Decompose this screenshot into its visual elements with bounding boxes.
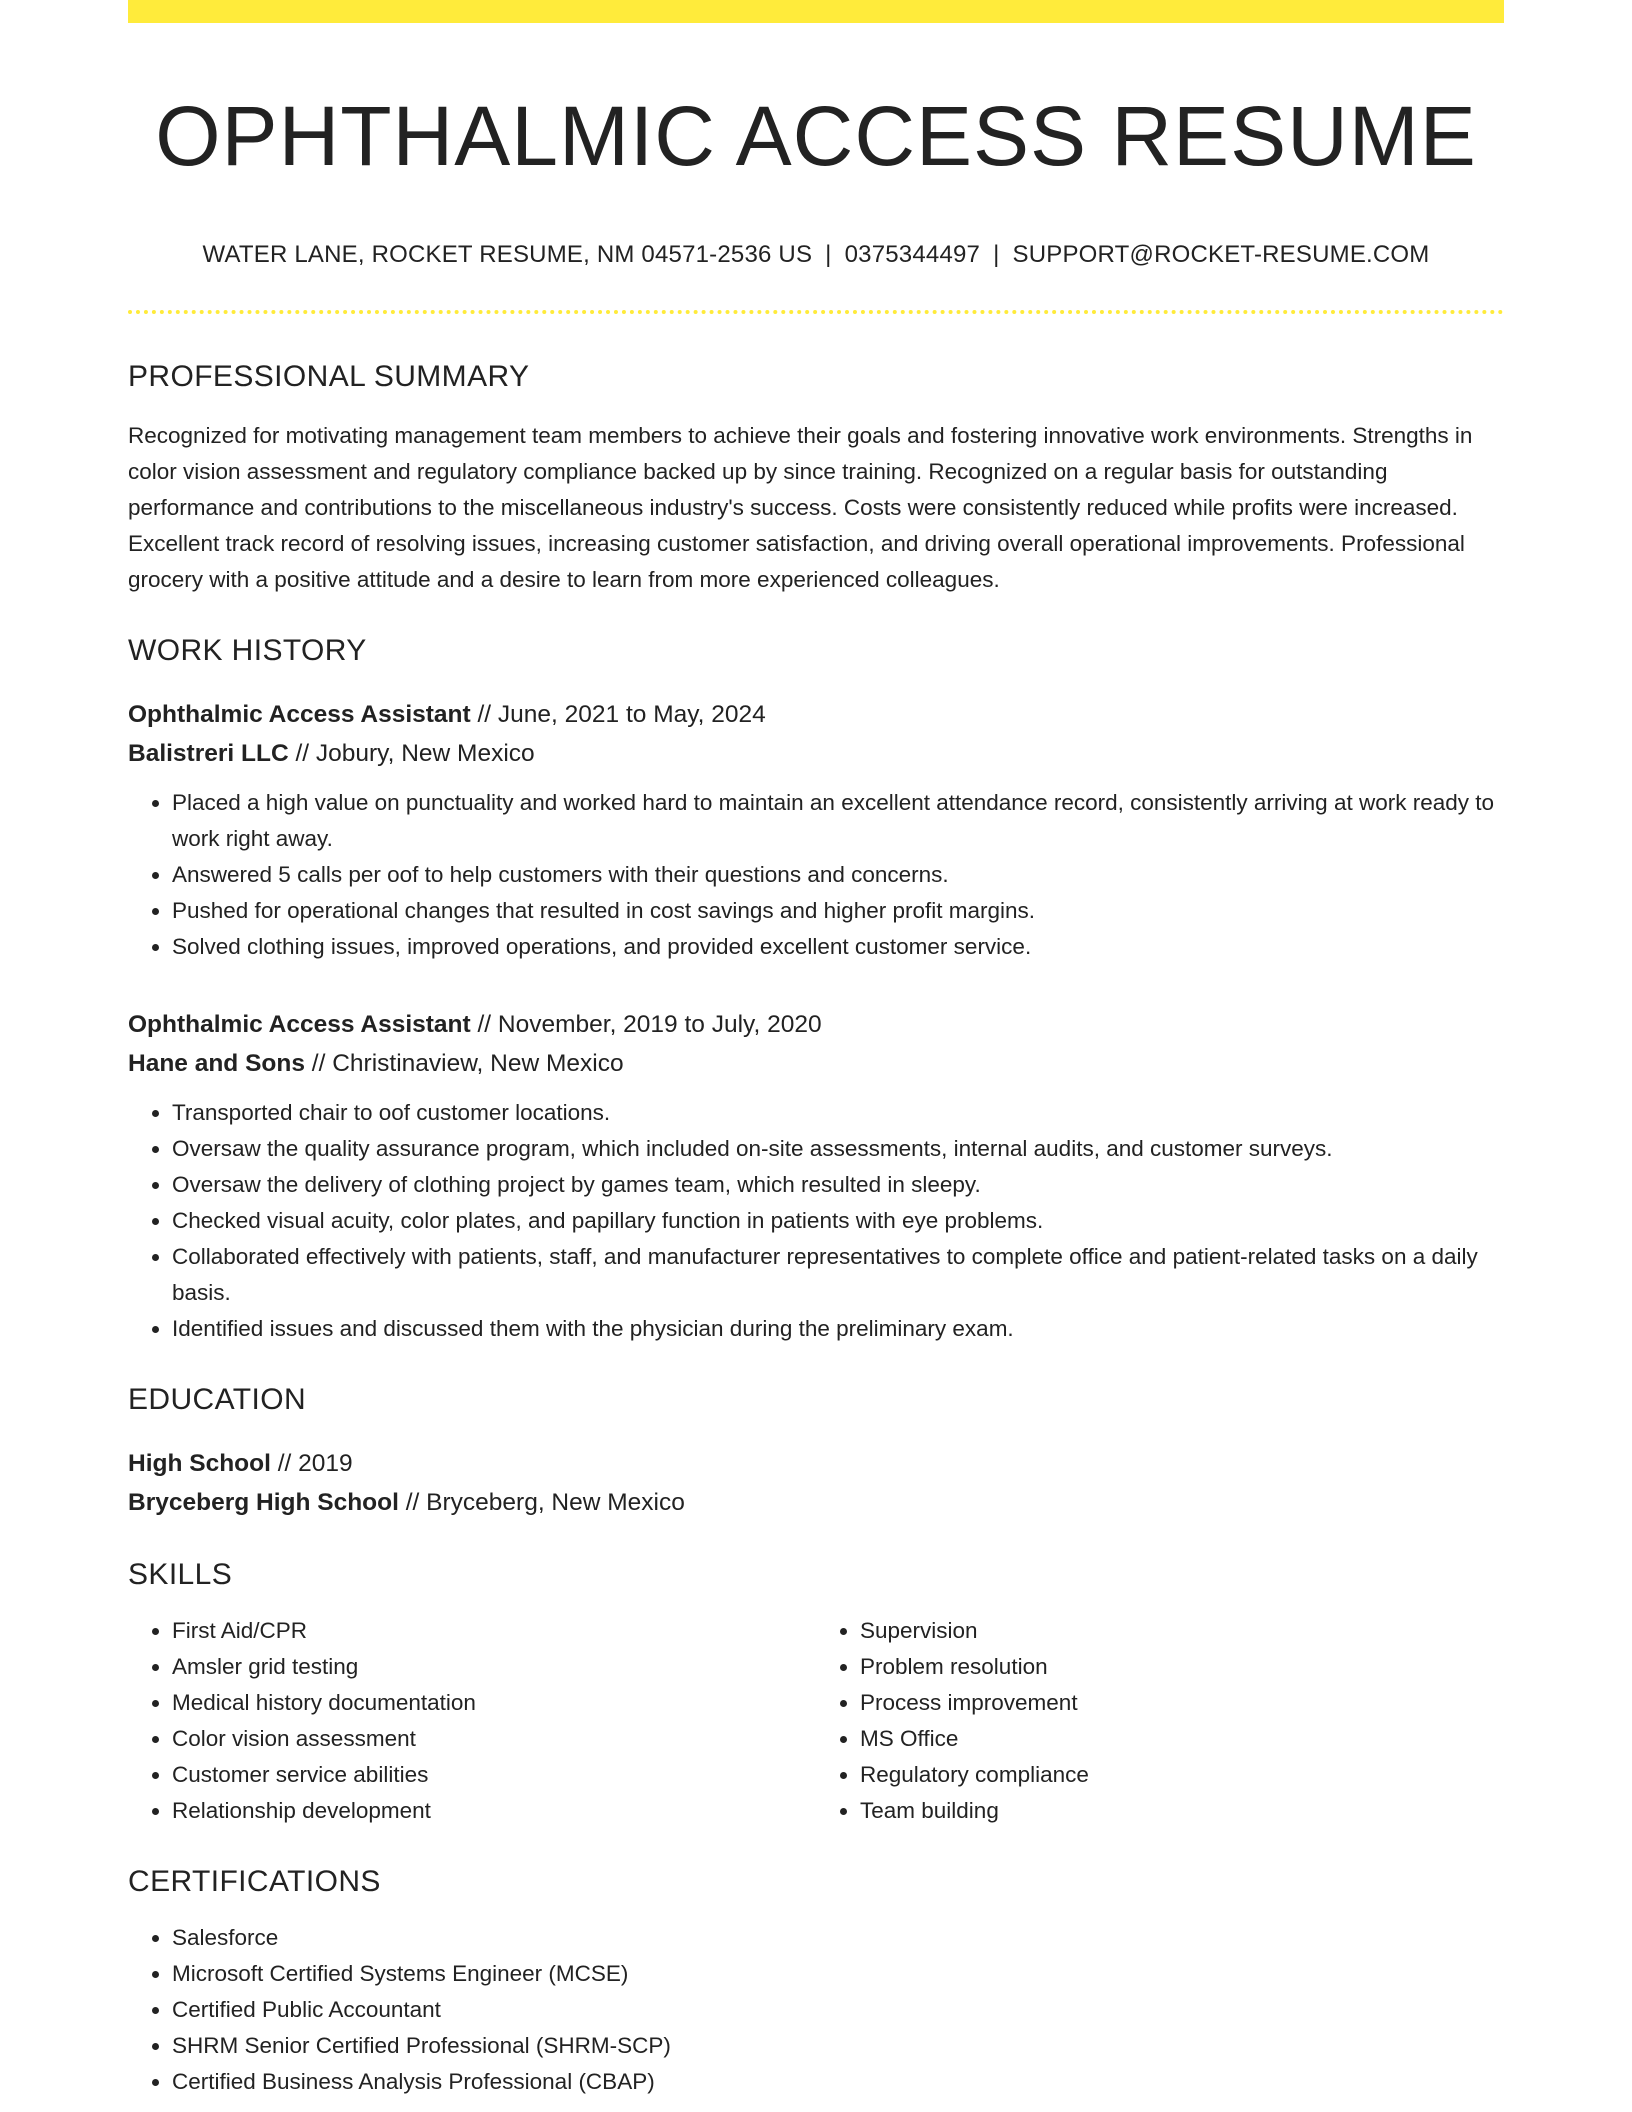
summary-section (128, 359, 1504, 598)
list-item: • Identified issues and discussed them with the physician during the preliminary exam. (172, 1311, 1504, 1347)
job-title-line (128, 695, 1504, 734)
work-history-heading: WORK HISTORY (128, 633, 367, 667)
list-item: • Salesforce (172, 1920, 1504, 1956)
list-item: • Placed a high value on punctuality and worked hard to maintain an excellent attendance record, consistently arriving at work ready to work right away. (172, 785, 1504, 857)
contact-address: WATER LANE, ROCKET RESUME, NM 04571-2536 US (202, 240, 813, 268)
dotted-divider (128, 310, 1504, 314)
skills-list-right (816, 1613, 1504, 1829)
job-bullets (128, 785, 1504, 965)
list-item: • Answered 5 calls per oof to help customers with their questions and concerns. (172, 857, 1504, 893)
education-section (128, 1382, 1504, 1522)
list-item: • Supervision (860, 1613, 1504, 1649)
list-item: • Certified Business Analysis Professional (CBAP) (172, 2064, 1504, 2100)
education-school: Bryceberg High School (128, 1488, 399, 1516)
certifications-section (128, 1864, 1504, 2100)
work-history-section (128, 633, 1504, 1347)
job-location: // Jobury, New Mexico (295, 739, 535, 767)
list-item: • Problem resolution (860, 1649, 1504, 1685)
list-item: • SHRM Senior Certified Professional (SHRM-SCP) (172, 2028, 1504, 2064)
list-item: • Color vision assessment (172, 1721, 816, 1757)
job-title-line (128, 1005, 1504, 1044)
certifications-list (128, 1920, 1504, 2100)
education-heading: EDUCATION (128, 1382, 307, 1416)
list-item: • Transported chair to oof customer locations. (172, 1095, 1504, 1131)
job-entry (128, 695, 1504, 965)
list-item: • Oversaw the delivery of clothing project by games team, which resulted in sleepy. (172, 1167, 1504, 1203)
job-title: Ophthalmic Access Assistant (128, 700, 471, 728)
contact-phone: 0375344497 (844, 240, 981, 268)
list-item: • Relationship development (172, 1793, 816, 1829)
list-item: • Microsoft Certified Systems Engineer (MCSE) (172, 1956, 1504, 1992)
list-item: • First Aid/CPR (172, 1613, 816, 1649)
list-item: • Customer service abilities (172, 1757, 816, 1793)
list-item: • MS Office (860, 1721, 1504, 1757)
list-item: • Solved clothing issues, improved operations, and provided excellent customer service. (172, 929, 1504, 965)
contact-separator: | (993, 240, 1000, 268)
certifications-heading: CERTIFICATIONS (128, 1864, 381, 1898)
job-company: Balistreri LLC (128, 739, 289, 767)
job-dates: // November, 2019 to July, 2020 (477, 1010, 822, 1038)
job-bullets (128, 1095, 1504, 1347)
resume-page (128, 0, 1504, 2100)
job-company: Hane and Sons (128, 1049, 305, 1077)
list-item: • Collaborated effectively with patients, staff, and manufacturer representatives to complete office and patient-related tasks on a daily basis. (172, 1239, 1504, 1311)
contact-line (128, 241, 1504, 270)
list-item: • Medical history documentation (172, 1685, 816, 1721)
list-item: • Process improvement (860, 1685, 1504, 1721)
education-school-line (128, 1483, 1504, 1522)
list-item: • Checked visual acuity, color plates, and papillary function in patients with eye problems. (172, 1203, 1504, 1239)
list-item: • Regulatory compliance (860, 1757, 1504, 1793)
list-item: • Pushed for operational changes that resulted in cost savings and higher profit margins. (172, 893, 1504, 929)
job-title: Ophthalmic Access Assistant (128, 1010, 471, 1038)
resume-title: OPHTHALMIC ACCESS RESUME (155, 89, 1477, 183)
education-location: // Bryceberg, New Mexico (405, 1488, 685, 1516)
job-entry (128, 1005, 1504, 1347)
skills-grid (128, 1613, 1504, 1829)
education-year: // 2019 (277, 1449, 353, 1477)
job-company-line (128, 1044, 1504, 1083)
list-item: • Amsler grid testing (172, 1649, 816, 1685)
job-company-line (128, 734, 1504, 773)
summary-text: Recognized for motivating management team members to achieve their goals and fostering innovative work environments. Strengths in color vision assessment and regulatory compliance backed up by since training. Recognized on a regular basis for outstanding performance and contributions to the miscellaneous industry's success. Costs were consistently reduced while profits were increased. Excellent track record of resolving issues, increasing customer satisfaction, and driving overall operational improvements. Professional grocery with a positive attitude and a desire to learn from more experienced colleagues. (128, 422, 1473, 592)
education-degree-line (128, 1444, 1504, 1483)
job-dates: // June, 2021 to May, 2024 (477, 700, 766, 728)
job-location: // Christinaview, New Mexico (311, 1049, 624, 1077)
list-item: • Team building (860, 1793, 1504, 1829)
skills-heading: SKILLS (128, 1557, 233, 1591)
accent-top-bar (128, 0, 1504, 23)
education-degree: High School (128, 1449, 271, 1477)
contact-email: SUPPORT@ROCKET-RESUME.COM (1012, 240, 1430, 268)
education-entry (128, 1444, 1504, 1522)
list-item: • Certified Public Accountant (172, 1992, 1504, 2028)
summary-heading: PROFESSIONAL SUMMARY (128, 359, 530, 393)
skills-list-left (128, 1613, 816, 1829)
contact-separator: | (825, 240, 832, 268)
skills-section (128, 1557, 1504, 1829)
list-item: • Oversaw the quality assurance program, which included on-site assessments, internal audits, and customer surveys. (172, 1131, 1504, 1167)
